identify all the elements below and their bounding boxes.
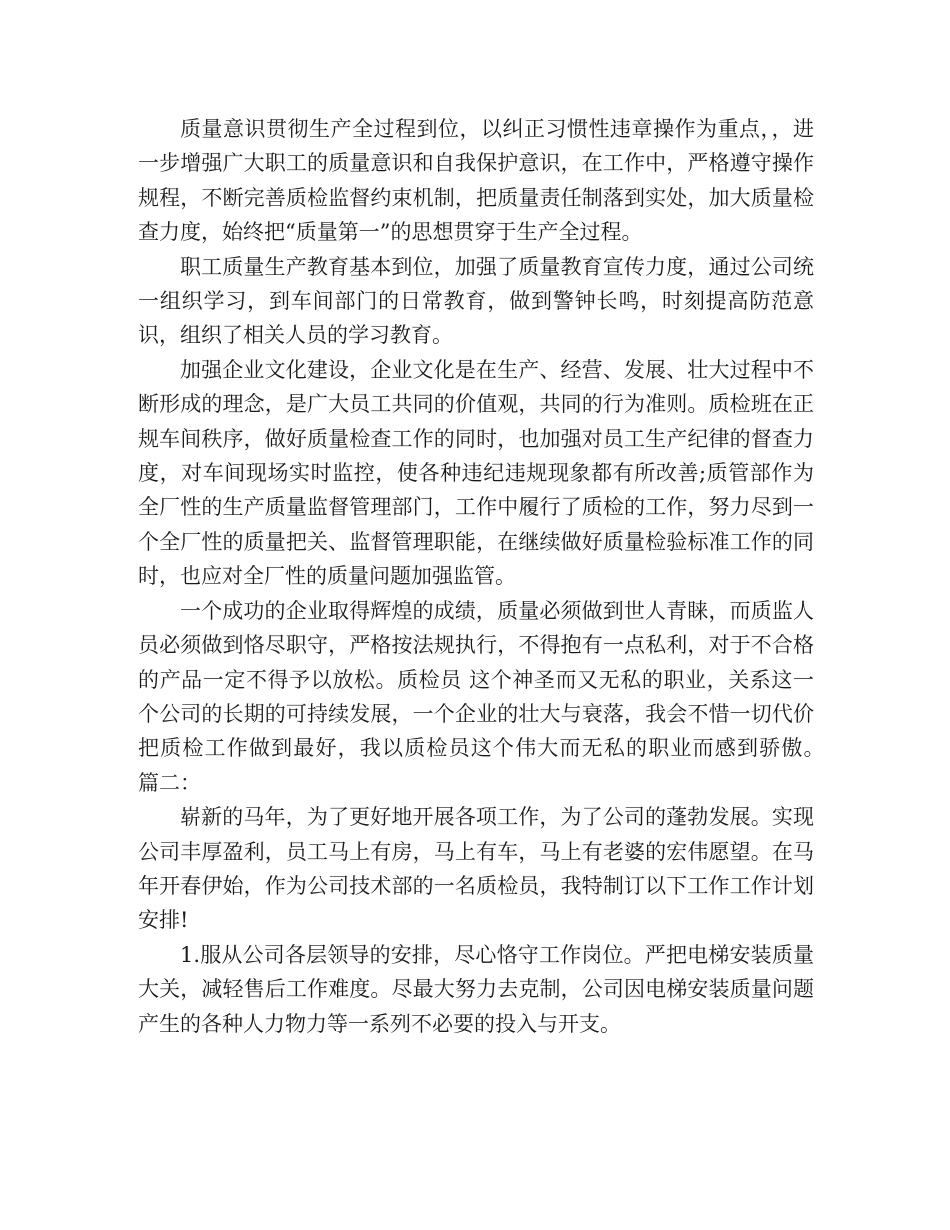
paragraph-new-year-plan: 崭新的马年，为了更好地开展各项工作，为了公司的蓬勃发展。实现公司丰厚盈利，员工马上有房，马上有车，马上有老婆的宏伟愿望。在马年开春伊始，作为公司技术部的一名质检员，我特制订以下工作工作计划安排! [138, 805, 814, 933]
paragraph-inspector-role: 一个成功的企业取得辉煌的成绩，质量必须做到世人青睐，而质监人员必须做到恪尽职守，严格按法规执行，不得抱有一点私利，对于不合格的产品一定不得予以放松。质检员 这个神圣而又无私的职业，关系这一个公司的长期的可持续发展，一个企业的壮大与衰落，我会不惜一切代价把质检工作做到最好，我以质检员这个伟大而无私的职业而感到骄傲。 篇二： [138, 598, 856, 795]
paragraph-plan-item-1: 1.服从公司各层领导的安排，尽心恪守工作岗位。严把电梯安装质量大关，减轻售后工作难度。尽最大努力去克制，公司因电梯安装质量问题产生的各种人力物力等一系列不必要的投入与开支。 [138, 942, 814, 1036]
document-body [138, 112, 856, 1041]
paragraph-corporate-culture: 加强企业文化建设，企业文化是在生产、经营、发展、壮大过程中不断形成的理念，是广大员工共同的价值观，共同的行为准则。质检班在正规车间秩序，做好质量检查工作的同时，也加强对员工生产纪律的督查力度，对车间现场实时监控，使各种违纪违规现象都有所改善;质管部作为全厂性的生产质量监督管理部门，工作中履行了质检的工作，努力尽到一个全厂性的质量把关、监督管理职能，在继续做好质量检验标准工作的同时，也应对全厂性的质量问题加强监管。 [138, 357, 814, 589]
paragraph-staff-education: 职工质量生产教育基本到位，加强了质量教育宣传力度，通过公司统一组织学习，到车间部门的日常教育，做到警钟长鸣，时刻提高防范意识，组织了相关人员的学习教育。 [138, 254, 814, 348]
paragraph-quality-awareness: 质量意识贯彻生产全过程到位，以纠正习惯性违章操作为重点，，进一步增强广大职工的质量意识和自我保护意识，在工作中，严格遵守操作规程，不断完善质检监督约束机制，把质量责任制落到实处，加大质量检查力度，始终把“质量第一”的思想贯穿于生产全过程。 [138, 117, 814, 245]
